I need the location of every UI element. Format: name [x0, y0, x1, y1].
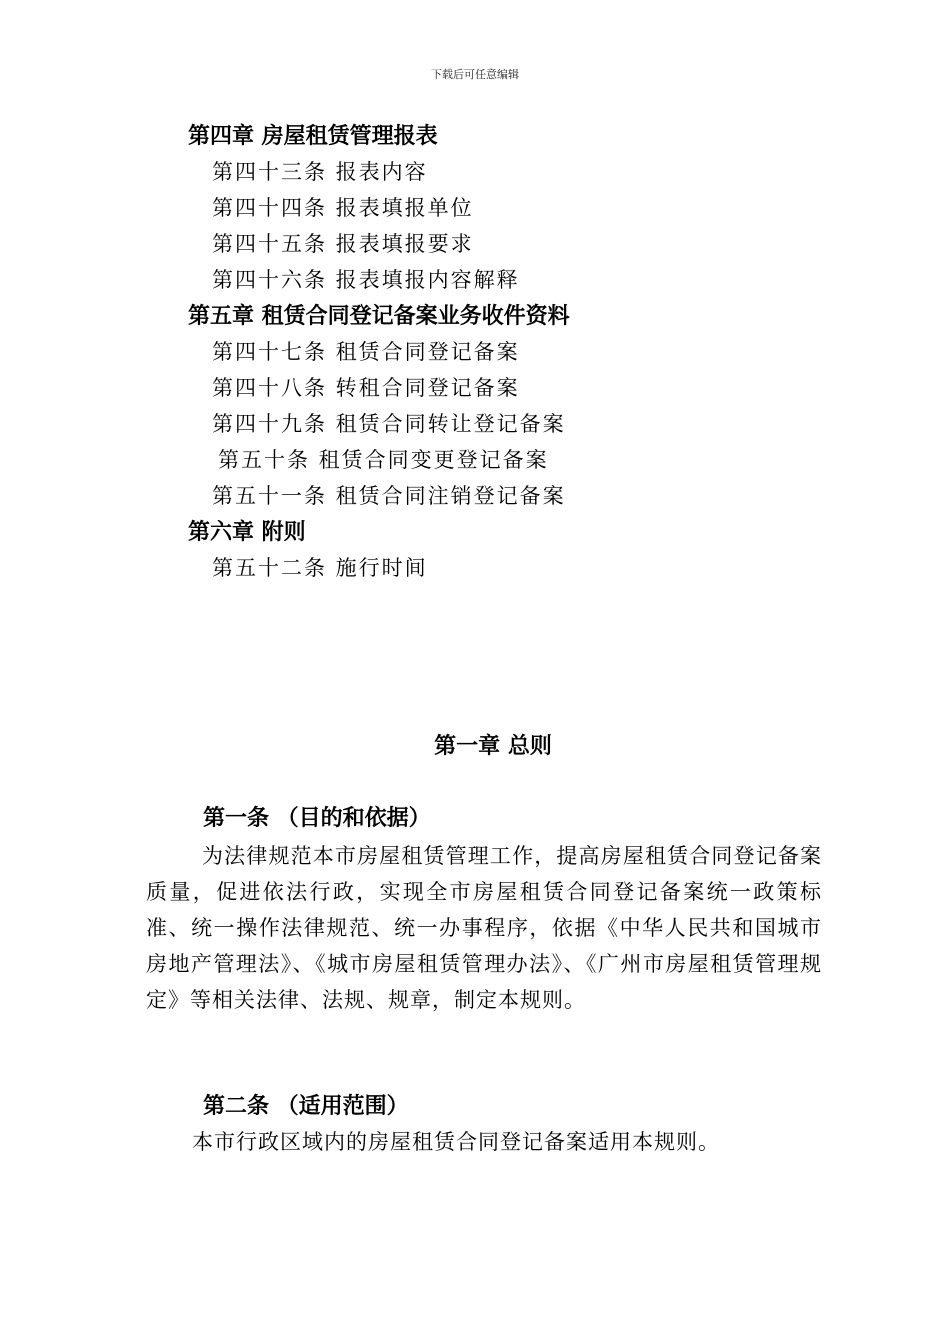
toc-article-52: 第五十二条 施行时间: [212, 556, 428, 580]
toc-article-43: 第四十三条 报表内容: [212, 160, 428, 184]
toc-article-44: 第四十四条 报表填报单位: [212, 196, 474, 220]
article-2-text: 本市行政区域内的房屋租赁合同登记备案适用本规则。: [192, 1130, 720, 1154]
article-1-heading: 第一条 （目的和依据）: [203, 805, 431, 831]
table-of-contents: [188, 118, 828, 586]
toc-article-47: 第四十七条 租赁合同登记备案: [212, 340, 520, 364]
chapter-1-title: 第一章 总则: [434, 733, 552, 759]
toc-article-45: 第四十五条 报表填报要求: [212, 232, 474, 256]
toc-chapter-4: 第四章 房屋租赁管理报表: [188, 123, 438, 149]
toc-article-50: 第五十条 租赁合同变更登记备案: [218, 448, 549, 472]
article-2-heading: 第二条 （适用范围）: [203, 1093, 409, 1119]
toc-article-46: 第四十六条 报表填报内容解释: [212, 268, 520, 292]
toc-chapter-6: 第六章 附则: [188, 519, 306, 545]
toc-article-51: 第五十一条 租赁合同注销登记备案: [212, 484, 566, 508]
toc-chapter-5: 第五章 租赁合同登记备案业务收件资料: [188, 303, 570, 329]
toc-article-49: 第四十九条 租赁合同转让登记备案: [212, 412, 566, 436]
page-header-note: 下载后可任意编辑: [431, 68, 519, 81]
article-1-text: 为法律规范本市房屋租赁管理工作，提高房屋租赁合同登记备案质量，促进依法行政，实现全市房屋租赁合同登记备案统一政策标准、统一操作法律规范、统一办事程序，依据《中华人民共和国城市房地产管理法》、《城市房屋租赁管理办法》、《广州市房屋租赁管理规定》等相关法律、法规、规章，制定本规则。: [146, 844, 822, 1012]
toc-article-48: 第四十八条 转租合同登记备案: [212, 376, 520, 400]
